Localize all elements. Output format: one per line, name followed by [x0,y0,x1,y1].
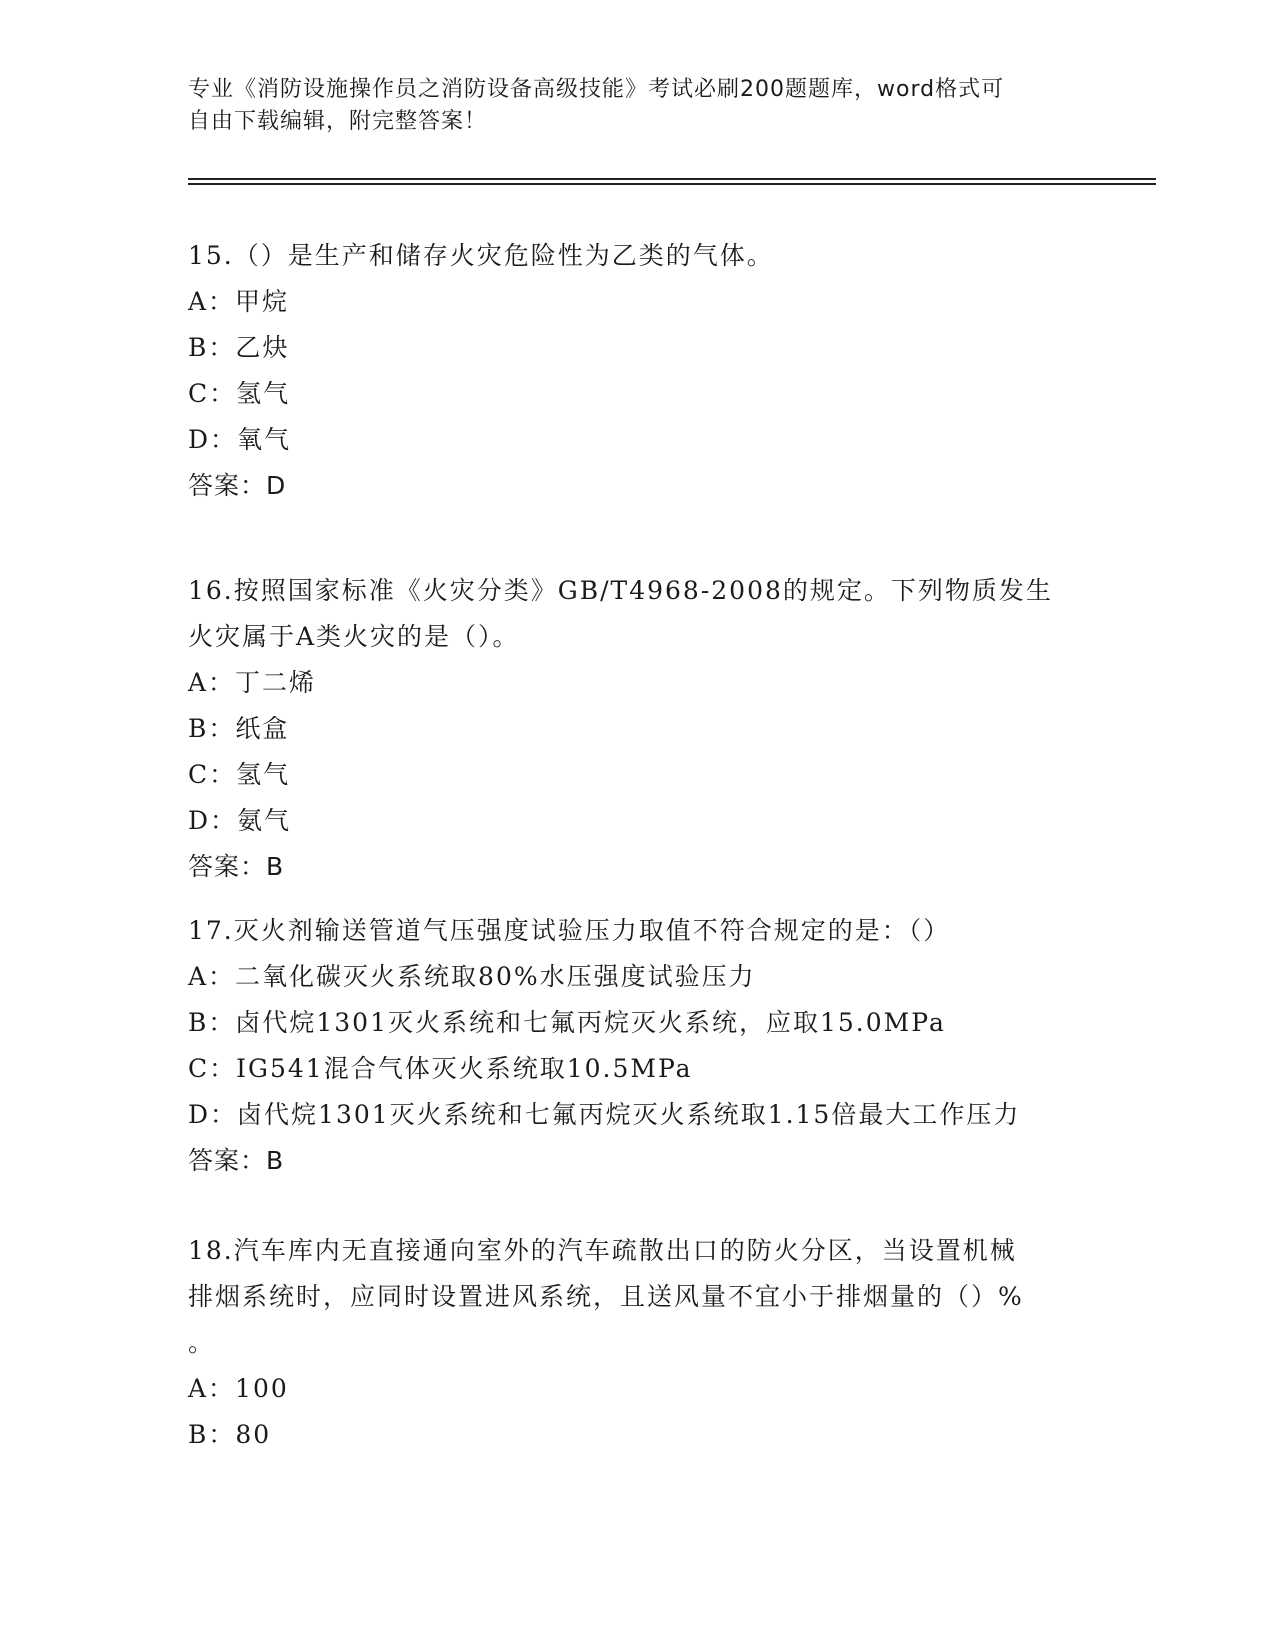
option-b: B：卤代烷1301灭火系统和七氟丙烷灭火系统，应取15.0MPa [188,1008,946,1037]
option-c: C：氢气 [188,760,291,789]
document-header [188,74,1068,138]
option-a: A：二氧化碳灭火系统取80%水压强度试验压力 [188,962,756,991]
option-a: A：甲烷 [188,287,290,316]
answer: 答案：B [188,852,285,881]
question-18 [188,1228,1088,1458]
header-line-1: 专业《消防设施操作员之消防设备高级技能》考试必刷200题题库，word格式可 [188,77,1005,102]
question-stem: 18.汽车库内无直接通向室外的汽车疏散出口的防火分区，当设置机械 [188,1236,1017,1265]
question-stem: 17.灭火剂输送管道气压强度试验压力取值不符合规定的是：（） [188,916,951,945]
header-line-2: 自由下载编辑，附完整答案！ [188,109,488,134]
option-c: C：氢气 [188,379,291,408]
option-a: A：100 [188,1374,289,1403]
option-b: B：乙炔 [188,333,290,362]
question-stem: 。 [188,1328,216,1357]
option-d: D：氨气 [188,806,292,835]
option-d: D：卤代烷1301灭火系统和七氟丙烷灭火系统取1.15倍最大工作压力 [188,1100,1021,1129]
question-stem: 排烟系统时，应同时设置进风系统，且送风量不宜小于排烟量的（）% [188,1282,1024,1311]
header-divider-bottom [188,183,1156,185]
answer: 答案：D [188,471,287,500]
option-c: C：IG541混合气体灭火系统取10.5MPa [188,1054,693,1083]
question-17 [188,908,1088,1184]
question-stem: 15.（）是生产和储存火灾危险性为乙类的气体。 [188,241,774,270]
answer: 答案：B [188,1146,285,1175]
question-stem: 16.按照国家标准《火灾分类》GB/T4968-2008的规定。下列物质发生 [188,576,1053,605]
option-d: D：氧气 [188,425,292,454]
option-b: B：纸盒 [188,714,290,743]
question-stem: 火灾属于A类火灾的是（）。 [188,622,520,651]
question-16 [188,568,1088,890]
header-divider-top [188,178,1156,180]
question-15 [188,233,1088,509]
option-b: B：80 [188,1420,272,1449]
option-a: A：丁二烯 [188,668,317,697]
